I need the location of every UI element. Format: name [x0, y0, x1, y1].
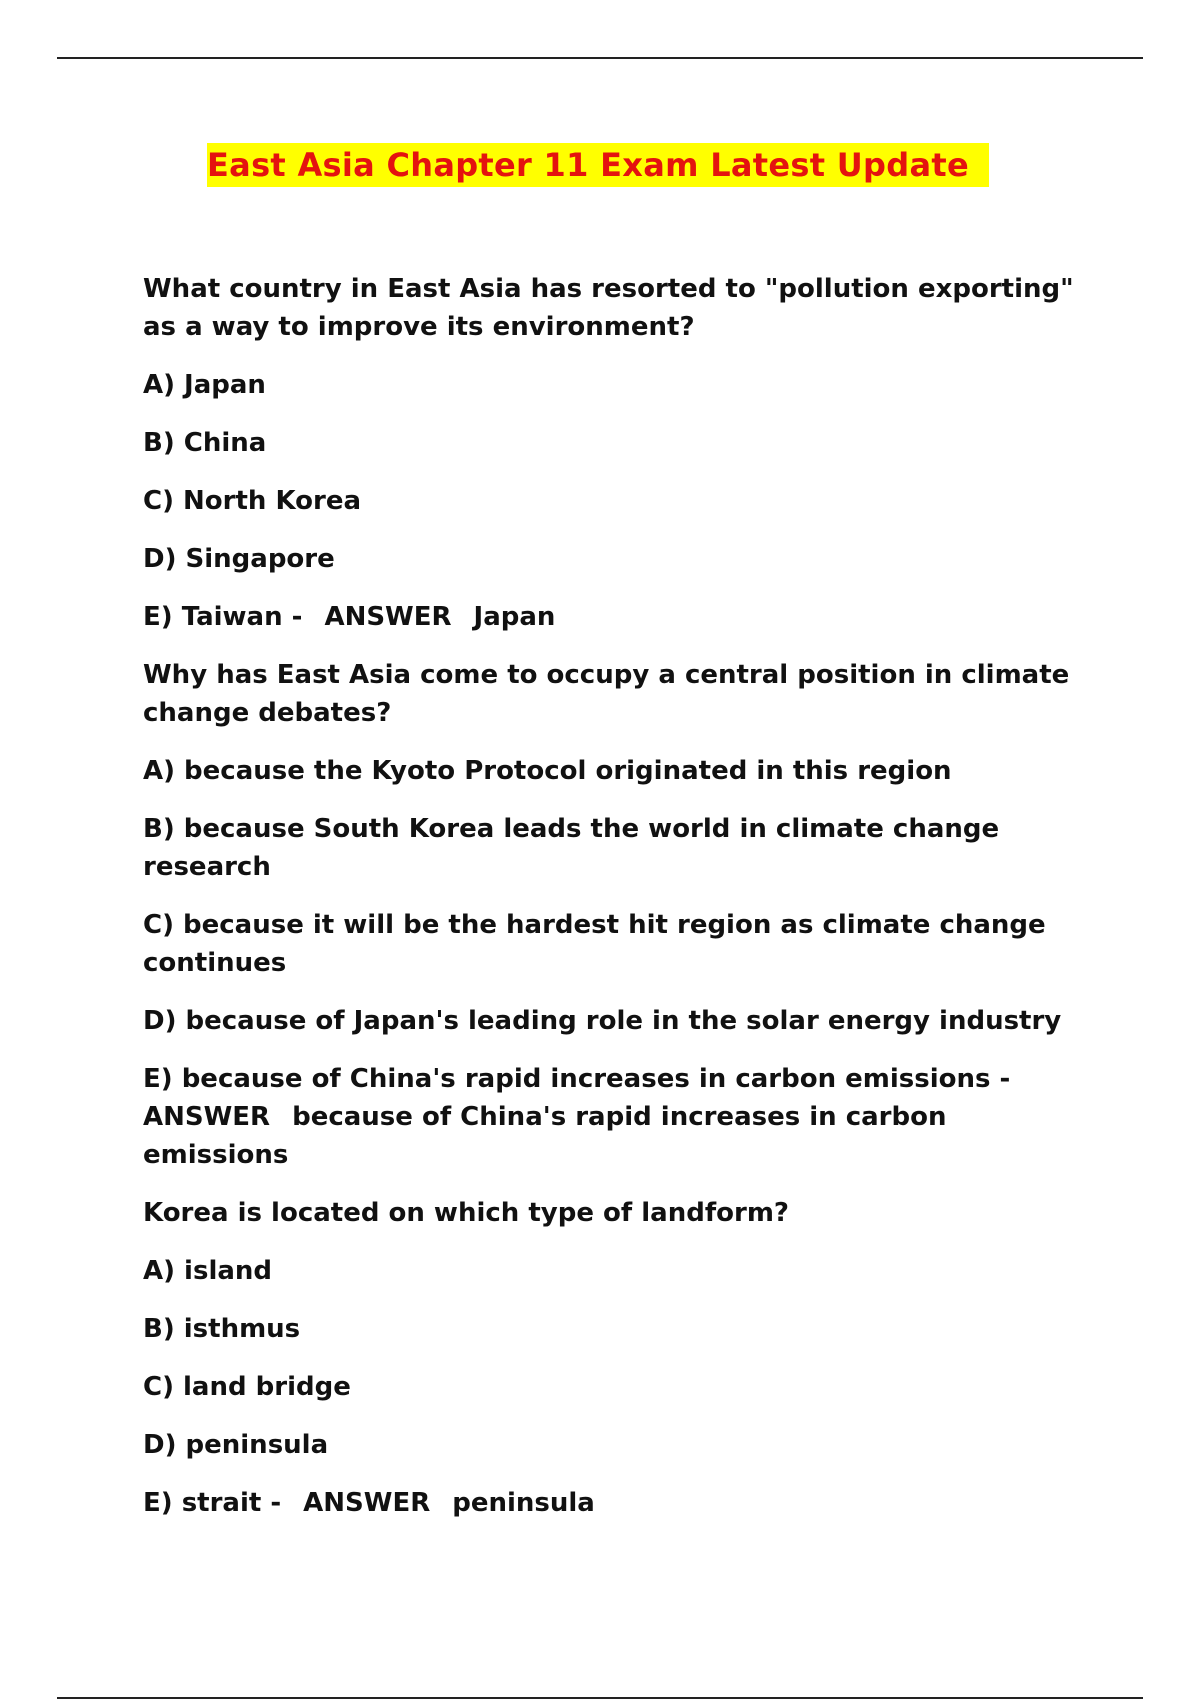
option-d: D) peninsula: [143, 1430, 329, 1460]
option-a: A) Japan: [143, 370, 266, 400]
option-d: D) Singapore: [143, 544, 335, 574]
answer-text: because of China's rapid increases in carbon emissions: [143, 1102, 947, 1170]
title-block: [0, 143, 1200, 187]
option-a: A) because the Kyoto Protocol originated in this region: [143, 756, 952, 786]
top-rule: [57, 57, 1143, 59]
option-e: E) because of China's rapid increases in carbon emissions -: [143, 1064, 1011, 1094]
option-e-with-answer: [143, 1060, 1093, 1174]
question-text: Korea is located on which type of landform?: [143, 1198, 789, 1228]
option-e: E) Taiwan -: [143, 602, 303, 632]
question-text: Why has East Asia come to occupy a central position in climate change debates?: [143, 660, 1070, 728]
question-text: What country in East Asia has resorted to "pollution exporting" as a way to improve its environment?: [143, 274, 1074, 342]
option-e-with-answer: [143, 1484, 1093, 1522]
exam-content: [143, 270, 1093, 1542]
question-block: [143, 1194, 1093, 1522]
option-b: B) isthmus: [143, 1314, 301, 1344]
answer-text: peninsula: [452, 1488, 595, 1518]
option-c: C) land bridge: [143, 1372, 351, 1402]
option-a: A) island: [143, 1256, 273, 1286]
question-block: [143, 270, 1093, 636]
option-d: D) because of Japan's leading role in the solar energy industry: [143, 1006, 1062, 1036]
option-e: E) strait -: [143, 1488, 282, 1518]
page-title: East Asia Chapter 11 Exam Latest Update: [207, 143, 989, 187]
option-b: B) China: [143, 428, 267, 458]
answer-label: ANSWER: [303, 1488, 431, 1518]
question-block: [143, 656, 1093, 1174]
option-e-with-answer: [143, 598, 1093, 636]
answer-label: ANSWER: [143, 1102, 271, 1132]
bottom-rule: [57, 1697, 1143, 1699]
answer-text: Japan: [473, 602, 556, 632]
option-c: C) North Korea: [143, 486, 362, 516]
answer-label: ANSWER: [324, 602, 452, 632]
option-c: C) because it will be the hardest hit region as climate change continues: [143, 910, 1046, 978]
option-b: B) because South Korea leads the world in climate change research: [143, 814, 1000, 882]
